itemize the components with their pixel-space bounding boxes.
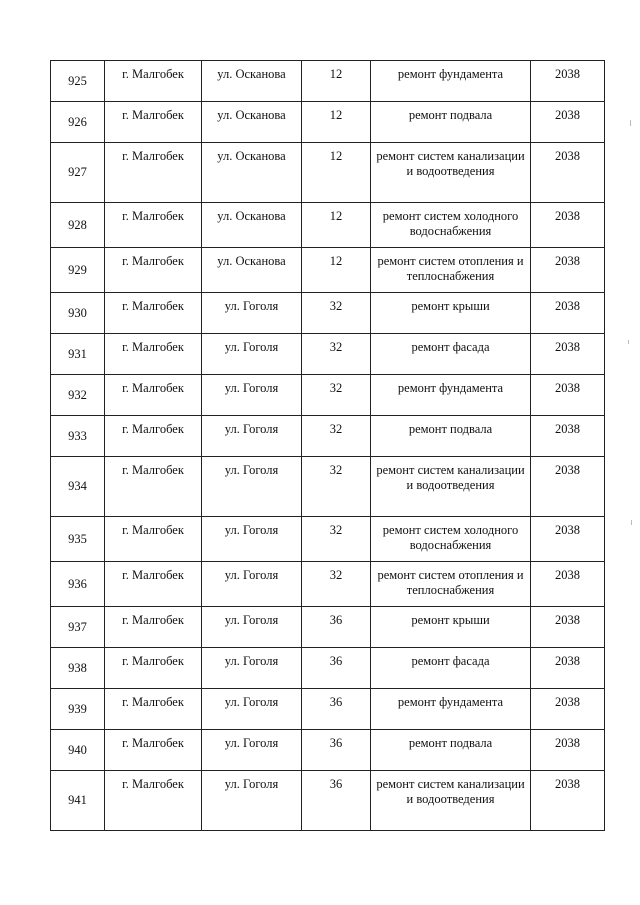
- table-row: [51, 203, 605, 248]
- city-cell: г. Малгобек: [105, 143, 202, 203]
- city-cell: г. Малгобек: [105, 771, 202, 831]
- row-number: 937: [51, 607, 105, 648]
- work-type-cell: ремонт крыши: [371, 607, 531, 648]
- row-number: 926: [51, 102, 105, 143]
- street-cell: ул. Гоголя: [202, 517, 302, 562]
- table-row: [51, 61, 605, 102]
- year-cell: 2038: [531, 689, 605, 730]
- city-cell: г. Малгобек: [105, 61, 202, 102]
- row-number: 936: [51, 562, 105, 607]
- work-type-cell: ремонт фундамента: [371, 61, 531, 102]
- street-cell: ул. Гоголя: [202, 562, 302, 607]
- city-cell: г. Малгобек: [105, 562, 202, 607]
- city-cell: г. Малгобек: [105, 293, 202, 334]
- row-number: 940: [51, 730, 105, 771]
- work-type-cell: ремонт систем канализации и водоотведения: [371, 143, 531, 203]
- year-cell: 2038: [531, 416, 605, 457]
- street-cell: ул. Осканова: [202, 102, 302, 143]
- row-number: 939: [51, 689, 105, 730]
- work-type-cell: ремонт крыши: [371, 293, 531, 334]
- year-cell: 2038: [531, 102, 605, 143]
- house-number-cell: 32: [302, 293, 371, 334]
- table-row: [51, 143, 605, 203]
- street-cell: ул. Гоголя: [202, 771, 302, 831]
- house-number-cell: 32: [302, 562, 371, 607]
- table-body: [51, 61, 605, 831]
- row-number: 933: [51, 416, 105, 457]
- house-number-cell: 32: [302, 334, 371, 375]
- city-cell: г. Малгобек: [105, 607, 202, 648]
- scan-speck: [628, 340, 629, 344]
- house-number-cell: 36: [302, 730, 371, 771]
- work-type-cell: ремонт подвала: [371, 102, 531, 143]
- table-row: [51, 730, 605, 771]
- house-number-cell: 32: [302, 375, 371, 416]
- house-number-cell: 36: [302, 607, 371, 648]
- house-number-cell: 36: [302, 771, 371, 831]
- row-number: 930: [51, 293, 105, 334]
- street-cell: ул. Гоголя: [202, 689, 302, 730]
- work-type-cell: ремонт подвала: [371, 416, 531, 457]
- street-cell: ул. Гоголя: [202, 293, 302, 334]
- year-cell: 2038: [531, 562, 605, 607]
- street-cell: ул. Осканова: [202, 143, 302, 203]
- row-number: 932: [51, 375, 105, 416]
- year-cell: 2038: [531, 203, 605, 248]
- house-number-cell: 12: [302, 203, 371, 248]
- work-type-cell: ремонт подвала: [371, 730, 531, 771]
- work-type-cell: ремонт фундамента: [371, 689, 531, 730]
- city-cell: г. Малгобек: [105, 730, 202, 771]
- table-row: [51, 607, 605, 648]
- house-number-cell: 32: [302, 517, 371, 562]
- row-number: 941: [51, 771, 105, 831]
- table-row: [51, 416, 605, 457]
- street-cell: ул. Гоголя: [202, 416, 302, 457]
- city-cell: г. Малгобек: [105, 334, 202, 375]
- row-number: 934: [51, 457, 105, 517]
- work-type-cell: ремонт фундамента: [371, 375, 531, 416]
- street-cell: ул. Осканова: [202, 61, 302, 102]
- row-number: 929: [51, 248, 105, 293]
- year-cell: 2038: [531, 61, 605, 102]
- work-type-cell: ремонт систем отопления и теплоснабжения: [371, 248, 531, 293]
- street-cell: ул. Гоголя: [202, 375, 302, 416]
- table-row: [51, 248, 605, 293]
- street-cell: ул. Гоголя: [202, 648, 302, 689]
- year-cell: 2038: [531, 648, 605, 689]
- city-cell: г. Малгобек: [105, 375, 202, 416]
- year-cell: 2038: [531, 334, 605, 375]
- street-cell: ул. Гоголя: [202, 607, 302, 648]
- work-type-cell: ремонт систем отопления и теплоснабжения: [371, 562, 531, 607]
- row-number: 925: [51, 61, 105, 102]
- table-row: [51, 562, 605, 607]
- year-cell: 2038: [531, 143, 605, 203]
- house-number-cell: 12: [302, 143, 371, 203]
- house-number-cell: 12: [302, 248, 371, 293]
- table-row: [51, 102, 605, 143]
- table-row: [51, 771, 605, 831]
- row-number: 927: [51, 143, 105, 203]
- house-number-cell: 36: [302, 648, 371, 689]
- city-cell: г. Малгобек: [105, 248, 202, 293]
- table-row: [51, 689, 605, 730]
- row-number: 938: [51, 648, 105, 689]
- street-cell: ул. Гоголя: [202, 334, 302, 375]
- house-number-cell: 32: [302, 457, 371, 517]
- street-cell: ул. Осканова: [202, 203, 302, 248]
- work-type-cell: ремонт систем канализации и водоотведения: [371, 771, 531, 831]
- table-row: [51, 648, 605, 689]
- year-cell: 2038: [531, 607, 605, 648]
- city-cell: г. Малгобек: [105, 416, 202, 457]
- year-cell: 2038: [531, 517, 605, 562]
- row-number: 928: [51, 203, 105, 248]
- table-row: [51, 457, 605, 517]
- street-cell: ул. Гоголя: [202, 457, 302, 517]
- year-cell: 2038: [531, 457, 605, 517]
- city-cell: г. Малгобек: [105, 517, 202, 562]
- street-cell: ул. Осканова: [202, 248, 302, 293]
- city-cell: г. Малгобек: [105, 102, 202, 143]
- scan-speck: [630, 120, 631, 126]
- table-row: [51, 375, 605, 416]
- repair-schedule-table: [50, 60, 605, 831]
- city-cell: г. Малгобек: [105, 203, 202, 248]
- street-cell: ул. Гоголя: [202, 730, 302, 771]
- row-number: 935: [51, 517, 105, 562]
- year-cell: 2038: [531, 248, 605, 293]
- work-type-cell: ремонт систем канализации и водоотведения: [371, 457, 531, 517]
- table-row: [51, 293, 605, 334]
- city-cell: г. Малгобек: [105, 648, 202, 689]
- work-type-cell: ремонт систем холодного водоснабжения: [371, 203, 531, 248]
- year-cell: 2038: [531, 375, 605, 416]
- scan-speck: [631, 520, 632, 525]
- table-row: [51, 517, 605, 562]
- house-number-cell: 12: [302, 102, 371, 143]
- row-number: 931: [51, 334, 105, 375]
- city-cell: г. Малгобек: [105, 457, 202, 517]
- city-cell: г. Малгобек: [105, 689, 202, 730]
- year-cell: 2038: [531, 293, 605, 334]
- house-number-cell: 32: [302, 416, 371, 457]
- work-type-cell: ремонт систем холодного водоснабжения: [371, 517, 531, 562]
- house-number-cell: 36: [302, 689, 371, 730]
- year-cell: 2038: [531, 771, 605, 831]
- year-cell: 2038: [531, 730, 605, 771]
- work-type-cell: ремонт фасада: [371, 334, 531, 375]
- house-number-cell: 12: [302, 61, 371, 102]
- work-type-cell: ремонт фасада: [371, 648, 531, 689]
- table-row: [51, 334, 605, 375]
